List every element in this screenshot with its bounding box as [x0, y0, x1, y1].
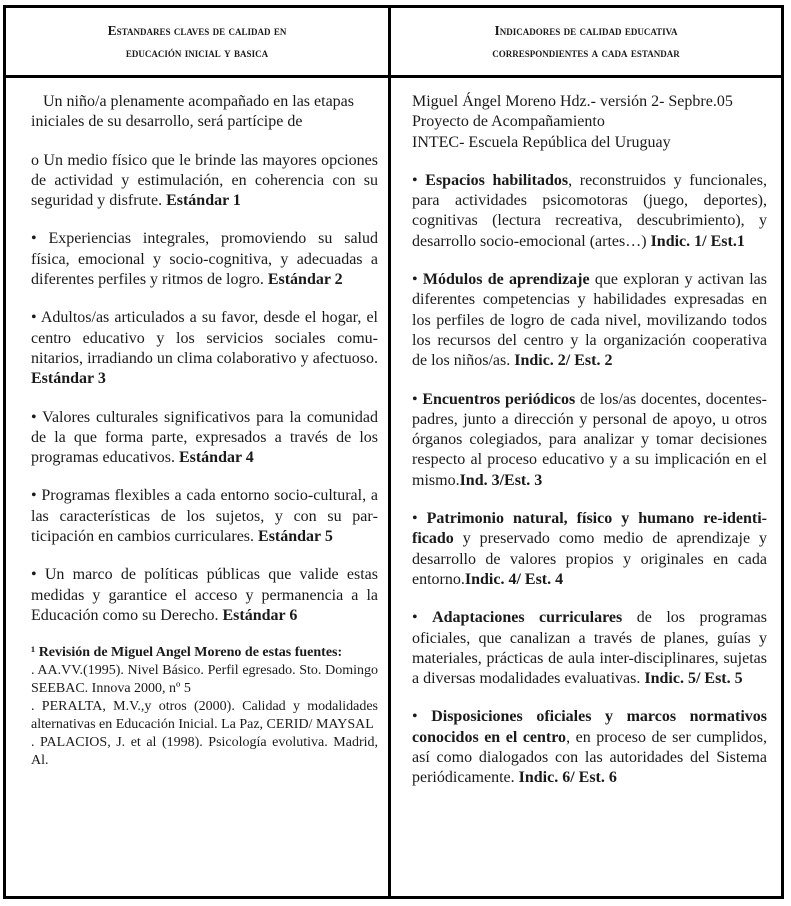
- indicator-title: Patrimonio natural, físico y humano re-identificado: [412, 510, 767, 548]
- reference-item: . PALACIOS, J. et al (1998). Psicología evolutiva. Madrid, Al.: [31, 735, 378, 769]
- references-title: ¹ Revisión de Miguel Angel Moreno de estas fuentes:: [31, 645, 343, 661]
- standard-text: Experiencias integrales, promoviendo su salud física, emocional y socio-cognitiva, y adecuadas a diferentes perfiles y ritmos de logro.: [31, 230, 378, 289]
- standards-table: [3, 5, 784, 899]
- references: [31, 644, 378, 770]
- indicator-text: de los/as docentes, docentes-padres, junto a dirección y personal de apoyo, u otros órganos colegiados, para analizar y tomar decisiones respecto al proceso educativo y a su implicación en el mismo.: [412, 390, 767, 489]
- indicator-item: • Patrimonio natural, físico y humano re-identificado y preservado como medio de aprendizaje y desarrollo de valores propios y originales en cada entorno.Indic. 4/ Est. 4: [412, 510, 767, 588]
- indicator-item: • Disposiciones oficiales y marcos normativos conocidos en el centro, en proceso de ser cumplidos, así como dialogados con las autoridades del Sistema periódicamente. Indic. 6/ Est. 6: [412, 708, 767, 787]
- project-name: Proyecto de Acompañamiento: [412, 113, 605, 131]
- bullet: •: [31, 230, 49, 248]
- document-meta: [412, 92, 767, 153]
- indicator-tag: Indic. 1/ Est.1: [650, 232, 745, 250]
- standard-tag: Estándar 3: [31, 370, 106, 388]
- header-standards-line-2: educación inicial y basica: [125, 44, 269, 60]
- indicator-text: , en proceso de ser cumplidos, así como dialogados con las autoridades del Sistema periódicamente.: [412, 728, 767, 787]
- reference-item: . AA.VV.(1995). Nivel Básico. Perfil egresado. Sto. Domingo SEEBAC. Innova 2000, nº 5: [31, 663, 378, 697]
- standard-text: Un marco de políticas públicas que valide estas medidas y garantice el acceso y permanencia a la Educación como su Derecho.: [31, 566, 378, 624]
- bullet: •: [31, 566, 45, 584]
- header-indicators-line-1: Indicadores de calidad educativa: [494, 22, 678, 38]
- standard-text: Valores culturales significativos para la comunidad de la que forma parte, expresados a través de los programas educativos.: [31, 408, 379, 467]
- standard-item: [31, 308, 378, 389]
- standard-tag: Estándar 4: [178, 449, 254, 467]
- header-indicators: [391, 8, 781, 75]
- indicator-text: , reconstruidos y funcionales, para actividades psicomotoras (juego, deportes), cognitivas (lectura recreativa, descubrimiento), y desarrollo socio-emocional (artes…): [412, 171, 767, 250]
- indicators-column: [391, 78, 781, 896]
- bullet: •: [31, 408, 43, 426]
- indicator-title: Espacios habilitados: [425, 171, 569, 189]
- reference-item: . PERALTA, M.V.,y otros (2000). Calidad y modalidades alternativas en Educación Inicial. La Paz, CERID/ MAYSAL: [31, 699, 378, 733]
- standards-column: [6, 78, 388, 896]
- standard-text: Un medio físico que le brinde las mayores opciones de actividad y estimulación, en coherencia con su seguridad y disfrute.: [31, 151, 379, 210]
- indicator-tag: Indic. 6/ Est. 6: [518, 769, 617, 787]
- indicator-item: • Módulos de aprendizaje que exploran y activan las diferentes competencias y habilidades expresadas en los perfiles de logro de cada nivel, movilizando todos los recursos del centro y la organización cooperativa de los niños/as. Indic. 2/ Est. 2: [412, 271, 767, 370]
- header-standards: [6, 8, 388, 75]
- bullet: o: [31, 151, 44, 169]
- standard-item: [31, 151, 378, 212]
- institution: INTEC- Escuela República del Uruguay: [412, 133, 671, 151]
- indicator-title: Módulos de aprendizaje: [422, 271, 590, 289]
- indicator-title: Adaptaciones curriculares: [432, 609, 623, 627]
- author-version: Miguel Ángel Moreno Hdz.- versión 2- Sepbre.05: [412, 93, 733, 110]
- indicator-tag: Indic. 4/ Est. 4: [464, 570, 564, 588]
- standard-item: [31, 408, 378, 469]
- indicator-tag: Indic. 5/ Est. 5: [644, 670, 743, 688]
- indicator-text: de los programas oficiales, que canalizan a través de planes, guías y materiales, prácticas de aula inter-disciplinares, sujetas a diversas modalidades evaluativas.: [412, 609, 768, 688]
- standard-item: [31, 486, 378, 547]
- indicator-item: • Espacios habilitados, reconstruidos y funcionales, para actividades psicomotoras (juego, deportes), cognitivas (lectura recreativa, descubrimiento), y desarrollo socio-emocional (artes…) Indic. 1/ Est.1: [412, 171, 767, 250]
- header-indicators-line-2: correspondientes a cada estandar: [492, 44, 680, 60]
- standard-item: [31, 229, 378, 290]
- indicator-item: • Adaptaciones curriculares de los programas oficiales, que canalizan a través de planes, guías y materiales, prácticas de aula inter-disciplinares, sujetas a diversas modalidades evaluativas. Indic. 5/ Est. 5: [412, 609, 768, 688]
- indicator-tag: Ind. 3/Est. 3: [459, 471, 543, 489]
- standard-tag: Estándar 1: [166, 192, 241, 210]
- indicator-item: • Encuentros periódicos de los/as docentes, docentes-padres, junto a dirección y personal de apoyo, u otros órganos colegiados, para analizar y tomar decisiones respecto al proceso educativo y a su implicación en el mismo.Ind. 3/Est. 3: [412, 390, 767, 489]
- standard-tag: Estándar 6: [222, 606, 298, 624]
- indicator-text: y preservado como medio de aprendizaje y desarrollo de valores propios y originales en cada entorno.: [412, 530, 767, 588]
- bullet: •: [31, 309, 41, 327]
- intro-paragraph: Un niño/a plenamente acompañado en las etapas iniciales de su desarrollo, será partícipe de: [31, 93, 354, 131]
- indicator-title: Disposiciones oficiales y marcos normativos conocidos en el centro: [412, 708, 767, 746]
- indicator-tag: Indic. 2/ Est. 2: [514, 352, 613, 370]
- header-standards-line-1: Estandares claves de calidad en: [107, 22, 287, 38]
- standard-tag: Estándar 5: [258, 528, 333, 546]
- indicator-text: que exploran y activan las diferentes competencias y habilidades expresadas en los perfiles de logro de cada nivel, movilizando todos los recursos del centro y la organización cooperativa de los niños/as.: [412, 271, 767, 370]
- standard-text: Adultos/as articulados a su favor, desde el hogar, el centro educativo y los servicios sociales comunitarios, irradiando un clima colaborativo y afectuoso.: [31, 309, 379, 367]
- standard-tag: Estándar 2: [267, 271, 343, 289]
- standard-text: Programas flexibles a cada entorno socio-cultural, a las características de los sujetos, y con su participación en cambios curriculares.: [31, 487, 378, 546]
- indicator-title: Encuentros periódicos: [422, 390, 576, 408]
- standard-item: [31, 565, 378, 626]
- bullet: •: [31, 487, 42, 505]
